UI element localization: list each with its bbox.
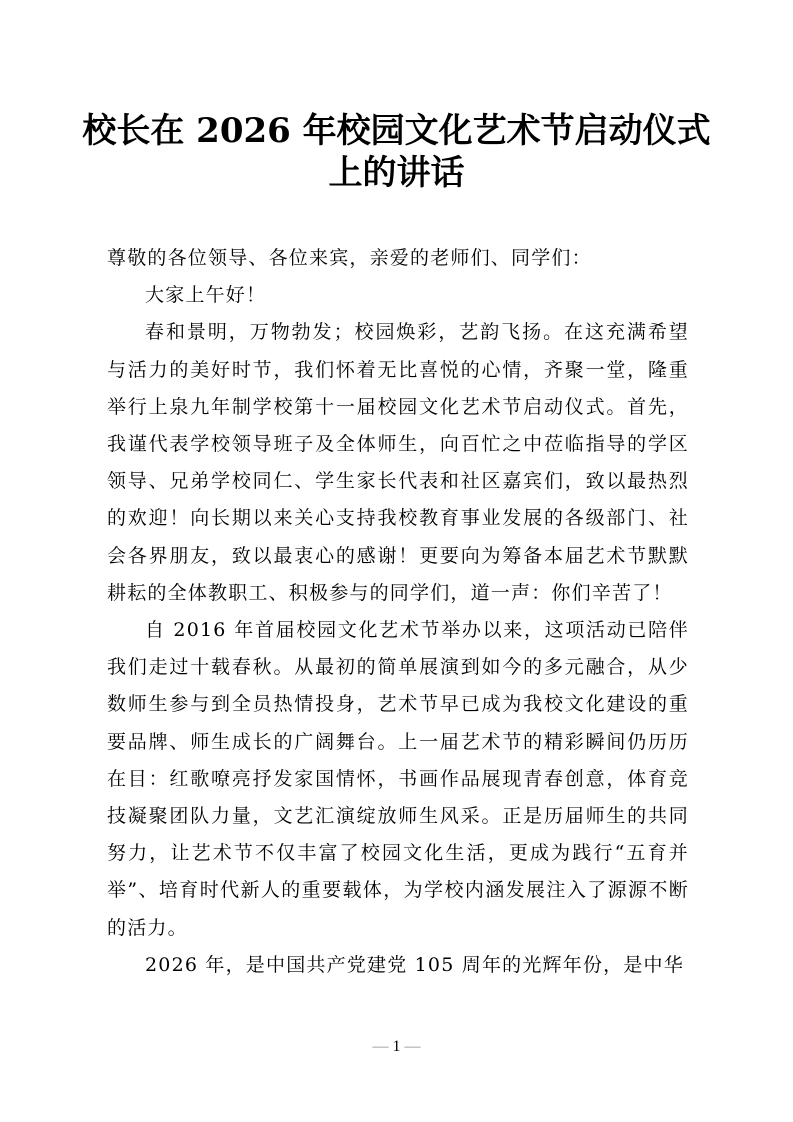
paragraph: 春和景明，万物勃发；校园焕彩，艺韵飞扬。在这充满希望与活力的美好时节，我们怀着无比喜悦的心情，齐聚一堂，隆重举行上泉九年制学校第十一届校园文化艺术节启动仪式。首先，我谨代表学校领导班子及全体师生，向百忙之中莅临指导的学区领导、兄弟学校同仁、学生家长代表和社区嘉宾们，致以最热烈的欢迎！向长期以来关心支持我校教育事业发展的各级部门、社会各界朋友，致以最衷心的感谢！更要向为筹备本届艺术节默默耕耘的全体教职工、积极参与的同学们，道一声：你们辛苦了！ xyxy=(107,321,689,604)
document-body xyxy=(107,240,689,984)
title-line-2: 上的讲话 xyxy=(328,153,465,193)
title-line-1: 校长在 2026 年校园文化艺术节启动仪式 xyxy=(82,111,711,151)
paragraph: 自 2016 年首届校园文化艺术节举办以来，这项活动已陪伴我们走过十载春秋。从最初的简单展演到如今的多元融合，从少数师生参与到全员热情投身，艺术节早已成为我校文化建设的重要品牌、师生成长的广阔舞台。上一届艺术节的精彩瞬间仍历历在目：红歌嘹亮抒发家国情怀，书画作品展现青春创意，体育竞技凝聚团队力量，文艺汇演绽放师生风采。正是历届师生的共同努力，让艺术节不仅丰富了校园文化生活，更成为践行“五育并举”、培育时代新人的重要载体，为学校内涵发展注入了源源不断的活力。 xyxy=(107,619,689,939)
document-title xyxy=(0,110,793,194)
paragraph: 2026 年，是中国共产党建党 105 周年的光辉年份，是中华 xyxy=(145,953,684,976)
footer-dash-right: — xyxy=(404,1038,421,1055)
salutation: 尊敬的各位领导、各位来宾，亲爱的老师们、同学们： xyxy=(107,247,592,269)
page-footer xyxy=(0,1038,793,1056)
footer-dash-left: — xyxy=(372,1038,389,1055)
greeting: 大家上午好！ xyxy=(145,284,267,307)
page-number: 1 xyxy=(392,1038,401,1055)
